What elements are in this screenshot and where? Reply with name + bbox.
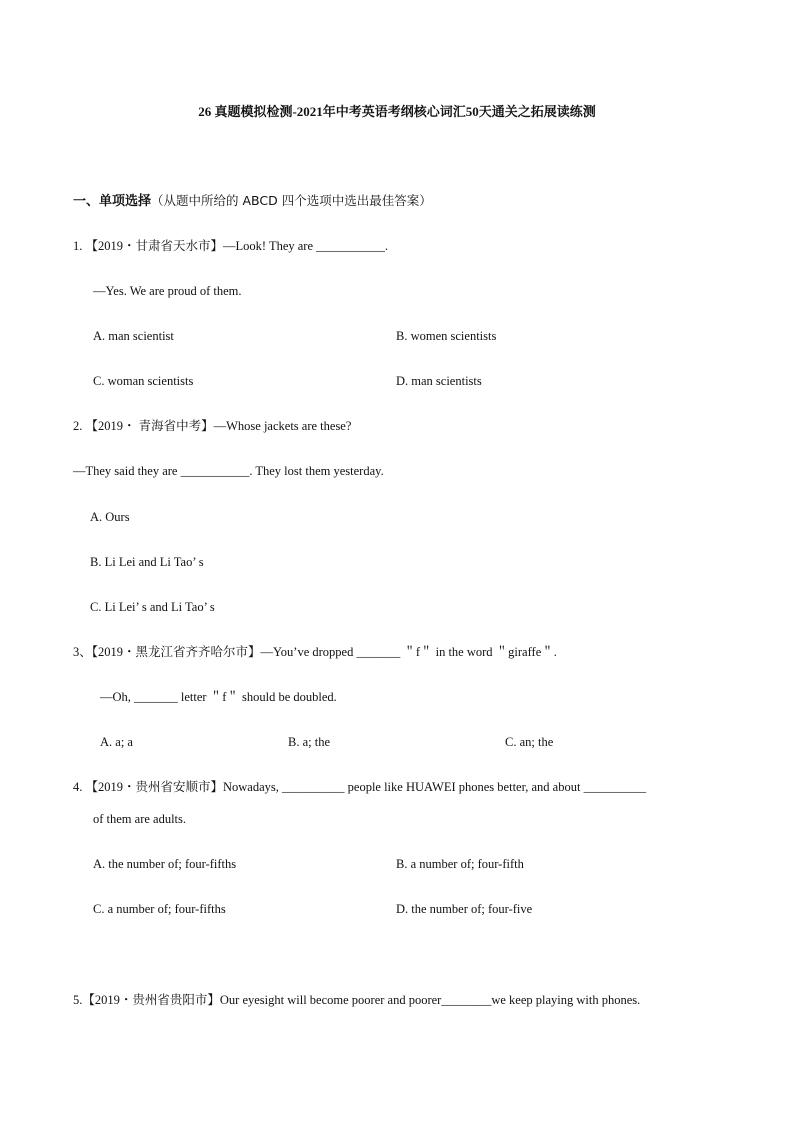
question-1-option-d[interactable]: D. man scientists [396,374,482,388]
question-3-option-a[interactable]: A. a; a [100,735,133,749]
question-3-option-c[interactable]: C. an; the [505,735,554,749]
question-1-option-c[interactable]: C. woman scientists [93,374,194,388]
question-1-option-b[interactable]: B. women scientists [396,329,497,343]
question-4-option-b[interactable]: B. a number of; four-fifth [396,857,524,871]
question-4-stem: 4. 【2019・贵州省安顺市】Nowadays, __________ people like HUAWEI phones better, and about __________ [73,780,647,794]
question-3-stem: 3、【2019・黑龙江省齐齐哈尔市】—You’ve dropped _______ ＂f＂ in the word ＂giraffe＂. [73,645,557,659]
question-3-reply: —Oh, _______ letter ＂f＂ should be doubled. [100,690,337,704]
question-4-option-c[interactable]: C. a number of; four-fifths [93,902,226,916]
question-2-reply: —They said they are ___________. They lost them yesterday. [73,464,384,478]
question-3-option-b[interactable]: B. a; the [288,735,331,749]
section-heading [73,193,432,209]
question-2-option-b[interactable]: B. Li Lei and Li Tao’ s [90,555,204,569]
question-2-option-c[interactable]: C. Li Lei’ s and Li Tao’ s [90,600,215,614]
question-5-stem: 5.【2019・贵州省贵阳市】Our eyesight will become poorer and poorer________we keep playing with phones. [73,993,641,1007]
question-2-stem: 2. 【2019・ 青海省中考】—Whose jackets are these? [73,419,352,433]
question-1-reply: —Yes. We are proud of them. [93,284,242,298]
document-title: 26 真题模拟检测-2021年中考英语考纲核心词汇50天通关之拓展读练测 [198,104,596,119]
question-1-option-a[interactable]: A. man scientist [93,329,174,343]
question-1-stem: 1. 【2019・甘肃省天水市】—Look! They are ___________. [73,239,389,253]
question-2-option-a[interactable]: A. Ours [90,510,130,524]
section-heading-label: 一、单项选择 [73,193,152,208]
section-heading-note: （从题中所给的 ABCD 四个选项中选出最佳答案） [151,193,432,208]
question-4-option-a[interactable]: A. the number of; four-fifths [93,857,237,871]
question-4-stem-continued: of them are adults. [93,812,187,826]
question-4-option-d[interactable]: D. the number of; four-five [396,902,533,916]
